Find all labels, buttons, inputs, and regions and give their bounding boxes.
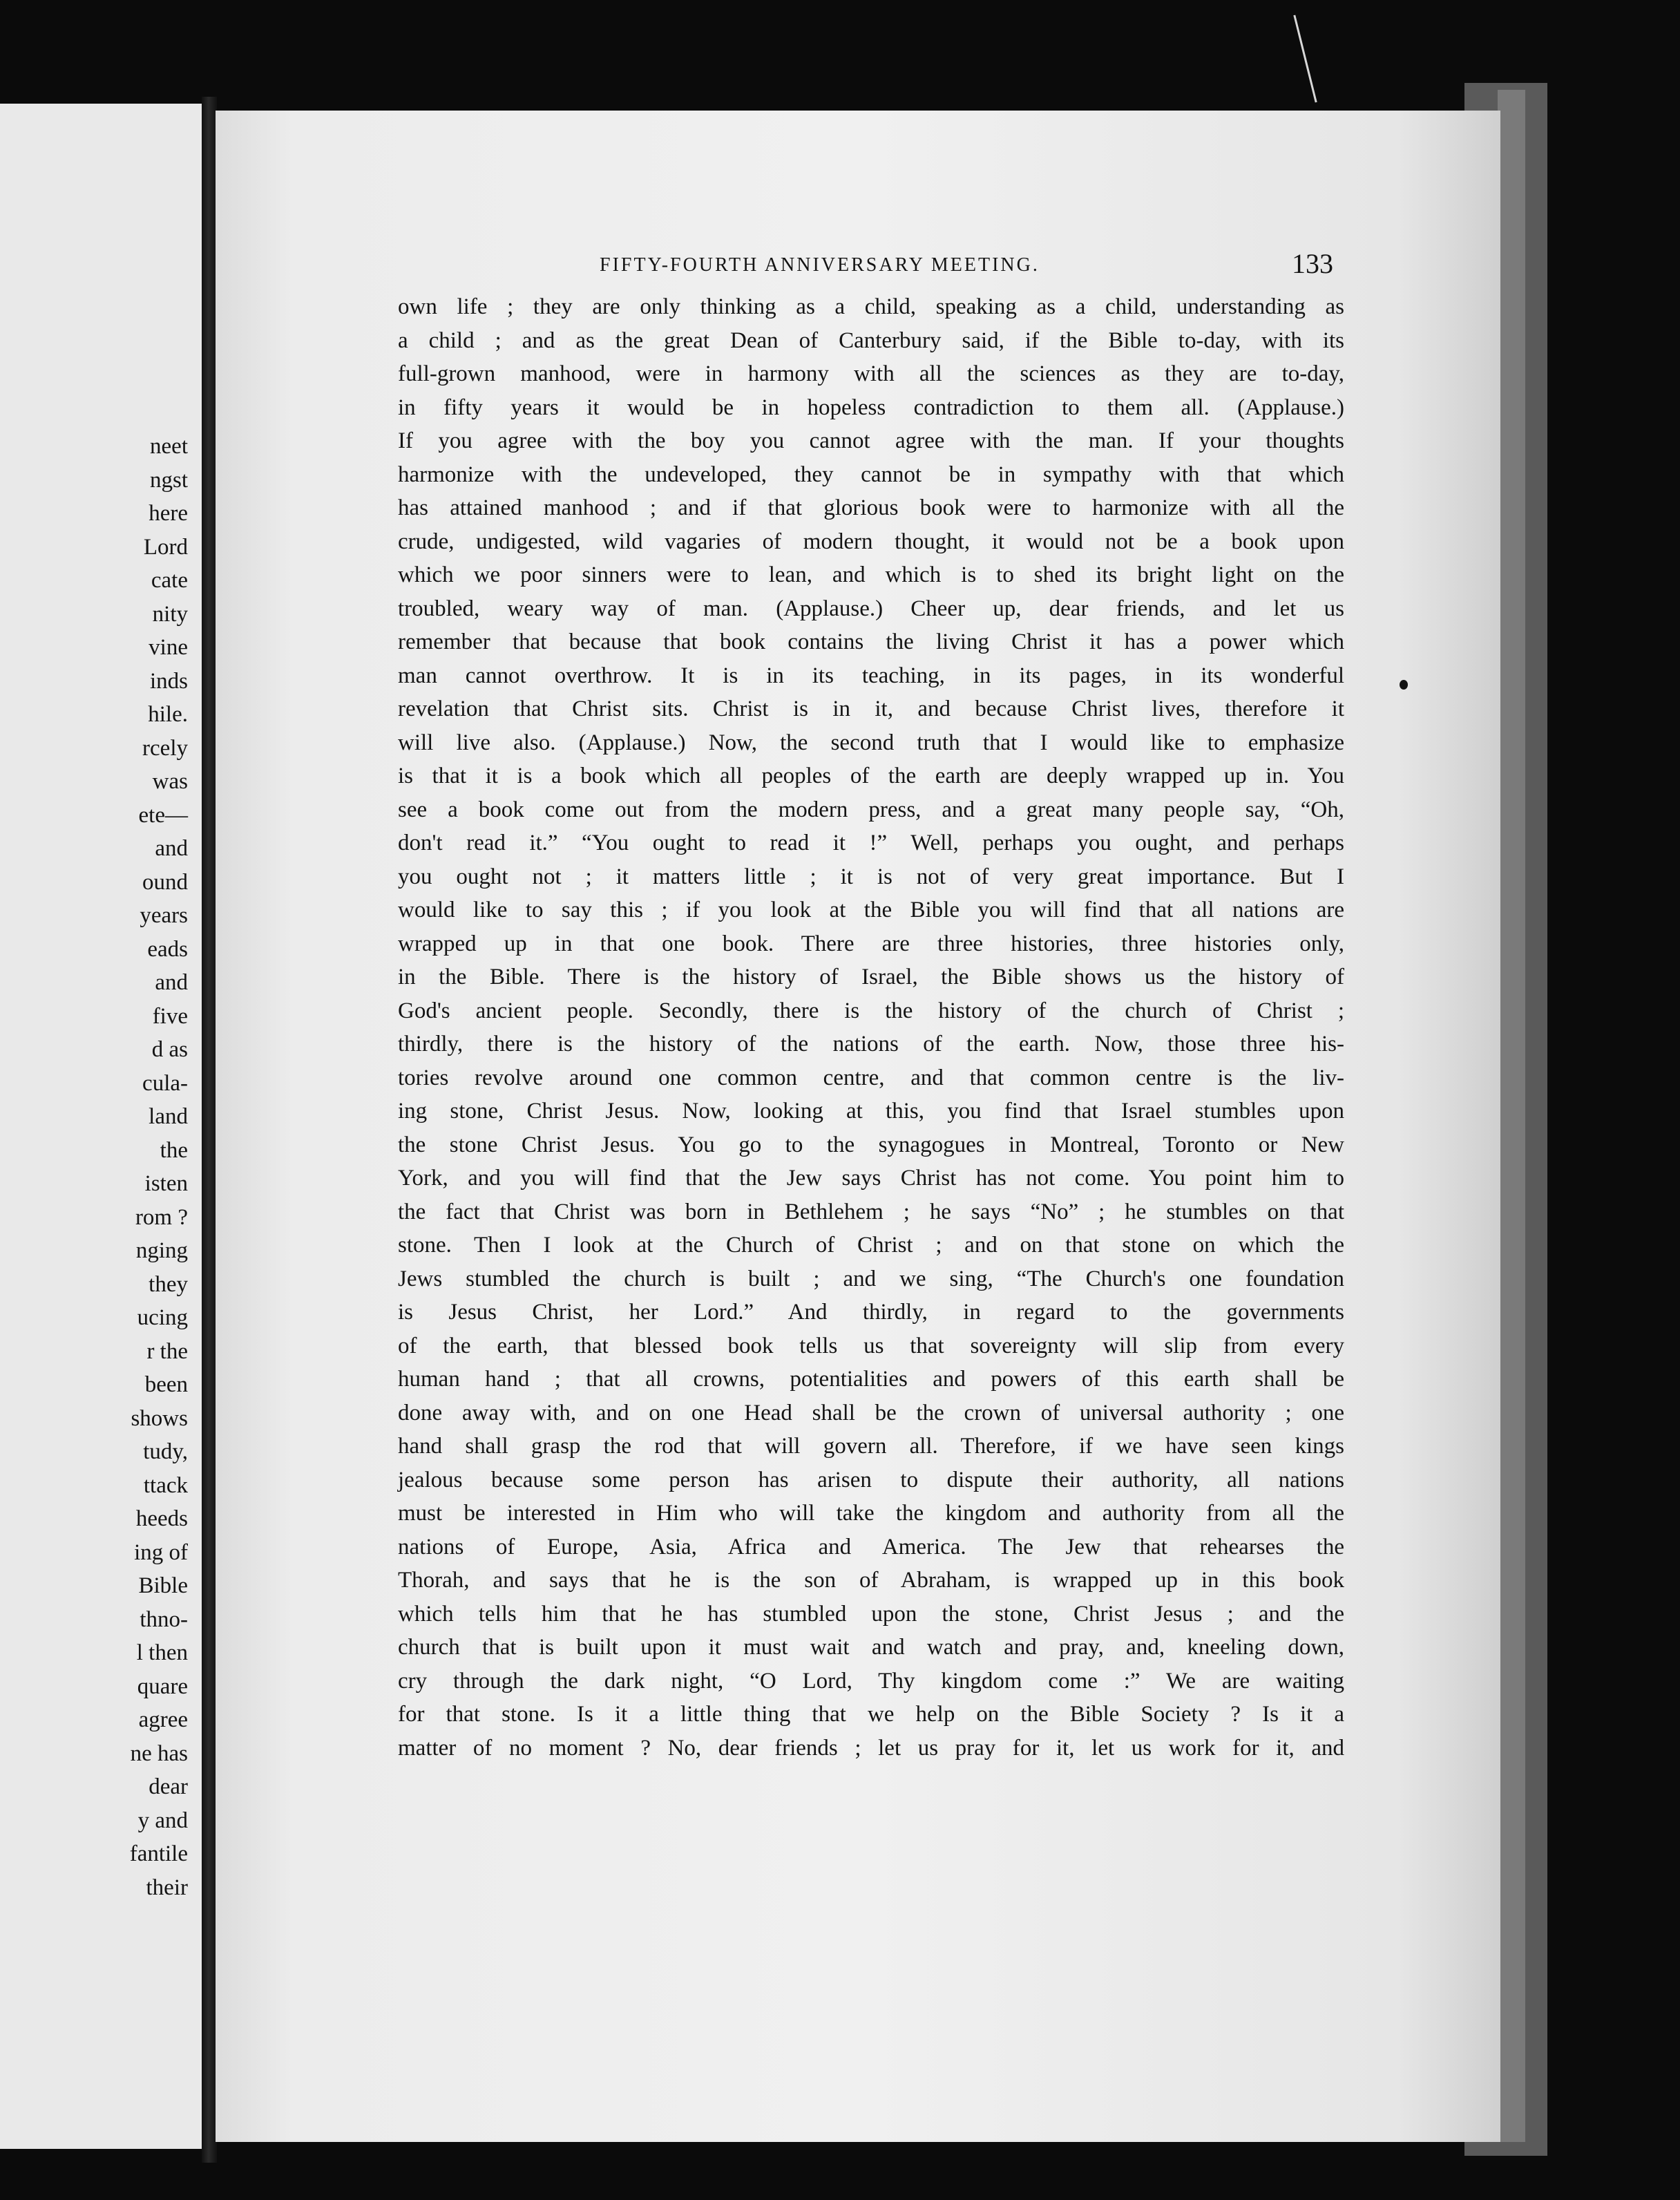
left-line-fragment: the <box>160 1137 188 1163</box>
left-line-fragment: ngst <box>149 467 188 493</box>
text-line: remember that because that book contains the living Christ it has a power which <box>398 629 1344 654</box>
text-line: thirdly, there is the history of the nations of the earth. Now, those three his- <box>398 1032 1344 1056</box>
left-line-fragment: rom ? <box>135 1204 188 1230</box>
left-page <box>0 104 206 2149</box>
left-line-fragment: been <box>144 1372 188 1397</box>
left-line-fragment: nging <box>135 1238 188 1263</box>
text-line: cry through the dark night, “O Lord, Thy kingdom come :” We are waiting <box>398 1668 1344 1694</box>
left-line-fragment: heeds <box>135 1506 188 1531</box>
left-line-fragment: their <box>146 1875 188 1900</box>
left-line-fragment: isten <box>144 1171 188 1196</box>
text-line: revelation that Christ sits. Christ is in it, and because Christ lives, therefore it <box>398 696 1344 721</box>
left-line-fragment: they <box>149 1271 188 1297</box>
running-head <box>387 249 1333 283</box>
left-line-fragment: inds <box>149 668 188 694</box>
text-line: which tells him that he has stumbled upon the stone, Christ Jesus ; and the <box>398 1601 1344 1627</box>
text-line: don't read it.” “You ought to read it !” Well, perhaps you ought, and perhaps <box>398 831 1344 855</box>
text-line: the fact that Christ was born in Bethlehem ; he says “No” ; he stumbles on that <box>398 1199 1344 1224</box>
left-line-fragment: ete— <box>138 802 188 828</box>
left-line-fragment: dear <box>149 1774 188 1799</box>
left-line-fragment: Bible <box>138 1573 188 1598</box>
text-line: will live also. (Applause.) Now, the second truth that I would like to emphasize <box>398 730 1344 755</box>
text-line: tories revolve around one common centre, and that common centre is the liv- <box>398 1065 1344 1090</box>
left-line-fragment: l then <box>136 1640 188 1665</box>
left-line-fragment: ttack <box>143 1472 188 1498</box>
text-line: church that is built upon it must wait and watch and pray, and, kneeling down, <box>398 1635 1344 1660</box>
body-text <box>398 290 1344 1765</box>
left-line-fragment: and <box>155 836 188 861</box>
left-line-fragment: fantile <box>129 1841 188 1866</box>
text-line: If you agree with the boy you cannot agree with the man. If your thoughts <box>398 428 1344 453</box>
left-line-fragment: land <box>149 1104 188 1129</box>
left-line-fragment: cula- <box>142 1070 188 1096</box>
left-line-fragment: r the <box>146 1338 188 1364</box>
text-line: done away with, and on one Head shall be the crown of universal authority ; one <box>398 1400 1344 1425</box>
text-line: troubled, weary way of man. (Applause.) Cheer up, dear friends, and let us <box>398 596 1344 621</box>
page-stack-edge-inner <box>1498 90 1525 2142</box>
text-line: Thorah, and says that he is the son of Abraham, is wrapped up in this book <box>398 1568 1344 1593</box>
left-line-fragment: ne has <box>130 1741 188 1766</box>
left-line-fragment: neet <box>150 434 188 459</box>
text-line: own life ; they are only thinking as a child, speaking as a child, understanding as <box>398 294 1344 319</box>
left-line-fragment: d as <box>151 1037 188 1062</box>
text-line: York, and you will find that the Jew says Christ has not come. You point him to <box>398 1166 1344 1191</box>
scan-scratch <box>1293 15 1317 103</box>
left-line-fragment: ucing <box>137 1305 188 1330</box>
left-line-fragment: quare <box>137 1673 188 1699</box>
left-line-fragment: here <box>149 501 188 526</box>
left-line-fragment: was <box>152 769 188 794</box>
left-line-fragment: hile. <box>148 702 188 727</box>
left-page-text-fragments <box>130 430 188 1904</box>
left-line-fragment: rcely <box>142 735 188 761</box>
page-number: 133 <box>1292 248 1333 279</box>
left-line-fragment: ing of <box>134 1539 188 1565</box>
text-line: is that it is a book which all peoples of the earth are deeply wrapped up in. You <box>398 764 1344 788</box>
text-line: wrapped up in that one book. There are three histories, three histories only, <box>398 931 1344 956</box>
running-title: FIFTY-FOURTH ANNIVERSARY MEETING. <box>600 254 1040 276</box>
text-line: nations of Europe, Asia, Africa and America. The Jew that rehearses the <box>398 1534 1344 1559</box>
text-line: which we poor sinners were to lean, and which is to shed its bright light on the <box>398 562 1344 587</box>
text-line: crude, undigested, wild vagaries of modern thought, it would not be a book upon <box>398 529 1344 554</box>
text-line: has attained manhood ; and if that glorious book were to harmonize with all the <box>398 495 1344 520</box>
left-line-fragment: vine <box>149 635 188 660</box>
text-line: God's ancient people. Secondly, there is the history of the church of Christ ; <box>398 998 1344 1023</box>
left-line-fragment: cate <box>151 568 188 593</box>
text-line: matter of no moment ? No, dear friends ; let us pray for it, let us work for it, and <box>398 1735 1344 1761</box>
text-line: the stone Christ Jesus. You go to the synagogues in Montreal, Toronto or New <box>398 1132 1344 1157</box>
left-line-fragment: shows <box>131 1405 188 1431</box>
text-line: for that stone. Is it a little thing that we help on the Bible Society ? Is it a <box>398 1702 1344 1727</box>
left-line-fragment: eads <box>147 936 188 962</box>
left-line-fragment: nity <box>152 601 188 627</box>
left-line-fragment: y and <box>137 1808 188 1833</box>
left-line-fragment: ound <box>142 869 188 895</box>
text-line: full-grown manhood, were in harmony with all the sciences as they are to-day, <box>398 361 1344 386</box>
text-line: you ought not ; it matters little ; it is not of very great importance. But I <box>398 864 1344 889</box>
text-line: harmonize with the undeveloped, they cannot be in sympathy with that which <box>398 462 1344 487</box>
text-line: hand shall grasp the rod that will govern all. Therefore, if we have seen kings <box>398 1434 1344 1459</box>
text-line: stone. Then I look at the Church of Christ ; and on that stone on which the <box>398 1233 1344 1258</box>
left-line-fragment: and <box>155 970 188 995</box>
text-line: in the Bible. There is the history of Israel, the Bible shows us the history of <box>398 965 1344 989</box>
text-line: in fifty years it would be in hopeless contradiction to them all. (Applause.) <box>398 395 1344 420</box>
text-line: jealous because some person has arisen to dispute their authority, all nations <box>398 1467 1344 1492</box>
text-line: must be interested in Him who will take the kingdom and authority from all the <box>398 1501 1344 1526</box>
text-line: man cannot overthrow. It is in its teaching, in its pages, in its wonderful <box>398 663 1344 688</box>
scan-speck <box>1400 680 1408 690</box>
left-line-fragment: Lord <box>143 534 188 560</box>
book-gutter <box>202 97 217 2163</box>
text-line: of the earth, that blessed book tells us that sovereignty will slip from every <box>398 1333 1344 1358</box>
text-line: Jews stumbled the church is built ; and we sing, “The Church's one foundation <box>398 1266 1344 1291</box>
text-line: a child ; and as the great Dean of Canterbury said, if the Bible to-day, with its <box>398 328 1344 353</box>
left-line-fragment: tudy, <box>143 1439 188 1464</box>
text-line: would like to say this ; if you look at the Bible you will find that all nations are <box>398 898 1344 922</box>
left-line-fragment: years <box>140 903 188 928</box>
text-line: see a book come out from the modern press, and a great many people say, “Oh, <box>398 797 1344 822</box>
left-line-fragment: agree <box>138 1707 188 1732</box>
text-line: is Jesus Christ, her Lord.” And thirdly, in regard to the governments <box>398 1300 1344 1325</box>
left-line-fragment: thno- <box>140 1606 188 1632</box>
left-line-fragment: five <box>152 1003 188 1029</box>
text-line: human hand ; that all crowns, potentialities and powers of this earth shall be <box>398 1367 1344 1392</box>
text-line: ing stone, Christ Jesus. Now, looking at this, you find that Israel stumbles upon <box>398 1099 1344 1123</box>
